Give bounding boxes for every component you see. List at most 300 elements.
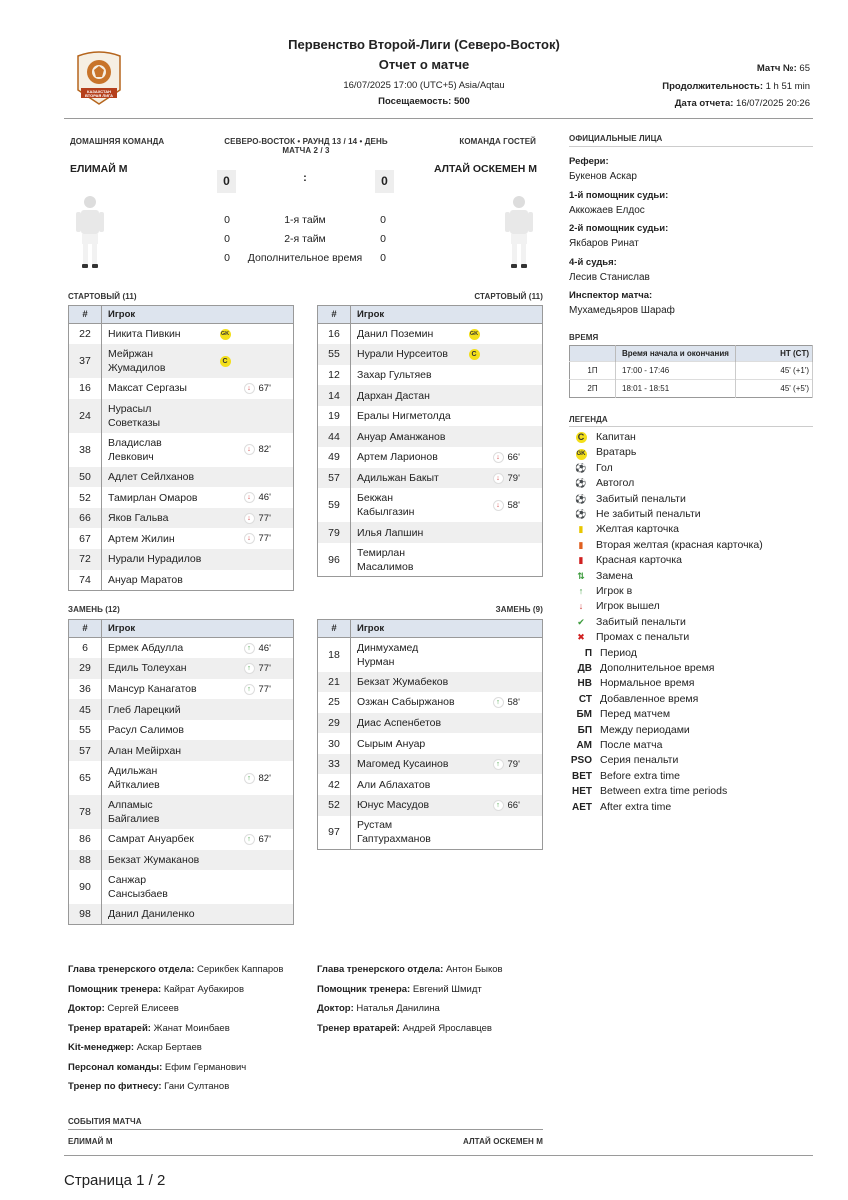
player-event-cell bbox=[244, 399, 294, 433]
col-number-header: # bbox=[318, 620, 351, 638]
legend-item bbox=[570, 784, 727, 799]
away-player-silhouette-icon bbox=[502, 192, 536, 272]
player-name bbox=[102, 549, 220, 570]
player-number: 49 bbox=[318, 447, 351, 468]
duration-label: Продолжительность: bbox=[662, 81, 763, 92]
staff-member bbox=[68, 964, 283, 975]
player-name bbox=[102, 850, 220, 871]
legend-item bbox=[570, 676, 694, 691]
attendance-value: 500 bbox=[453, 96, 470, 107]
attendance-label: Посещаемость: bbox=[378, 96, 452, 107]
player-event-cell bbox=[244, 570, 294, 591]
player-row bbox=[69, 638, 294, 659]
player-row bbox=[318, 385, 543, 406]
second-yellow-icon: ▮ bbox=[578, 539, 584, 550]
player-row bbox=[69, 399, 294, 433]
player-name-text: Расул Салимов bbox=[108, 724, 184, 737]
player-badge-cell bbox=[220, 378, 244, 399]
player-event-cell bbox=[244, 528, 294, 549]
legend-label: Между периодами bbox=[600, 723, 690, 736]
player-out-icon: ↓ bbox=[578, 601, 584, 612]
legend-item bbox=[570, 753, 678, 768]
legend-item bbox=[570, 707, 670, 722]
event-minute: 58' bbox=[507, 697, 520, 709]
legend-label: Забитый пенальти bbox=[596, 615, 686, 628]
player-badge-cell bbox=[469, 385, 493, 406]
events-home-team: ЕЛИМАЙ М bbox=[68, 1137, 113, 1146]
player-number: 14 bbox=[318, 385, 351, 406]
player-badge-cell bbox=[220, 324, 244, 345]
player-number: 88 bbox=[69, 850, 102, 871]
goal-icon: ⚽ bbox=[575, 462, 587, 473]
goalkeeper-icon: GK bbox=[220, 329, 231, 340]
legend-item bbox=[570, 538, 763, 553]
player-name bbox=[102, 638, 220, 659]
player-name bbox=[351, 774, 469, 795]
player-name bbox=[102, 870, 220, 904]
player-name-text: Тамирлан Омаров bbox=[108, 491, 198, 504]
player-name-text: Юнус Масудов bbox=[357, 799, 430, 812]
period-home-score: 0 bbox=[224, 233, 230, 245]
player-name-text: Ералы Нигметолда bbox=[357, 410, 451, 423]
away-team-name: АЛТАЙ ОСКЕМЕН М bbox=[433, 163, 537, 175]
report-date bbox=[675, 98, 810, 109]
player-name-text: Магомед Кусаинов bbox=[357, 758, 449, 771]
player-in-icon: ↑ bbox=[244, 663, 255, 674]
player-out-icon: ↓ bbox=[244, 533, 255, 544]
report-title: Отчет о матче bbox=[378, 57, 470, 72]
player-name-text: Динмухамед Нурман bbox=[357, 641, 419, 668]
official-name: Мухамедьяров Шараф bbox=[569, 305, 675, 316]
event-minute: 58' bbox=[507, 499, 520, 511]
official-name: Якбаров Ринат bbox=[569, 238, 639, 249]
event-minute: 77' bbox=[258, 663, 271, 675]
player-badge-cell bbox=[469, 754, 493, 775]
player-number: 78 bbox=[69, 795, 102, 829]
player-event-cell bbox=[244, 679, 294, 700]
player-event-cell bbox=[244, 433, 294, 467]
player-name-text: Бекжан Кабылгазин bbox=[357, 492, 415, 519]
staff-name: Наталья Данилина bbox=[356, 1003, 440, 1014]
player-event-cell bbox=[493, 522, 543, 543]
player-badge-cell bbox=[469, 447, 493, 468]
player-badge-cell bbox=[469, 406, 493, 427]
legend-label: Вратарь bbox=[596, 446, 637, 459]
player-event-cell bbox=[493, 795, 543, 816]
player-name bbox=[351, 543, 469, 577]
period-away-score: 0 bbox=[380, 252, 386, 264]
player-number: 74 bbox=[69, 570, 102, 591]
player-name bbox=[351, 488, 469, 522]
page-number: Страница 1 / 2 bbox=[64, 1172, 166, 1189]
player-name bbox=[102, 720, 220, 741]
time-header-row bbox=[570, 346, 813, 362]
player-badge-cell bbox=[220, 549, 244, 570]
player-number: 59 bbox=[318, 488, 351, 522]
officials-caption: ОФИЦИАЛЬНЫЕ ЛИЦА bbox=[569, 134, 663, 143]
col-player-header: Игрок bbox=[102, 620, 294, 638]
player-row bbox=[69, 904, 294, 925]
player-event-cell bbox=[493, 468, 543, 489]
player-number: 6 bbox=[69, 638, 102, 659]
player-number: 29 bbox=[69, 658, 102, 679]
player-row bbox=[69, 720, 294, 741]
player-badge-cell bbox=[469, 488, 493, 522]
event-minute: 77' bbox=[258, 533, 271, 545]
player-name-text: Нурали Нурадилов bbox=[108, 553, 202, 566]
time-ht: 45' (+1') bbox=[736, 362, 813, 380]
player-in-icon: ↑ bbox=[578, 586, 584, 596]
staff-member bbox=[68, 1003, 179, 1014]
captain-icon: C bbox=[469, 349, 480, 360]
time-col-period bbox=[570, 346, 616, 362]
player-row bbox=[318, 733, 543, 754]
player-event-cell bbox=[244, 344, 294, 378]
legend-abbrev: HET bbox=[572, 786, 592, 798]
player-name bbox=[102, 508, 220, 529]
legend-item bbox=[570, 584, 632, 599]
player-row bbox=[318, 713, 543, 734]
player-name-text: Сырым Ануар bbox=[357, 737, 426, 750]
staff-name: Сергей Елисеев bbox=[107, 1003, 179, 1014]
substitution-icon: ⇅ bbox=[577, 570, 585, 581]
player-name bbox=[102, 324, 220, 345]
player-number: 57 bbox=[318, 468, 351, 489]
player-badge-cell bbox=[469, 774, 493, 795]
player-event-cell bbox=[493, 733, 543, 754]
events-away-team: АЛТАЙ ОСКЕМЕН М bbox=[462, 1137, 543, 1146]
legend-label: Гол bbox=[596, 461, 613, 474]
player-event-cell bbox=[244, 549, 294, 570]
home-player-silhouette-icon bbox=[73, 192, 107, 272]
period-home-score: 0 bbox=[224, 252, 230, 264]
player-row bbox=[318, 638, 543, 672]
legend-label: Добавленное время bbox=[600, 692, 699, 705]
player-row bbox=[69, 570, 294, 591]
player-row bbox=[318, 447, 543, 468]
pso-scored-icon: ✔ bbox=[577, 616, 585, 627]
time-period: 2П bbox=[570, 380, 616, 398]
official-role: Инспектор матча: bbox=[569, 290, 653, 301]
goalkeeper-icon: GK bbox=[576, 449, 587, 460]
player-event-cell bbox=[493, 754, 543, 775]
staff-name: Андрей Ярославцев bbox=[402, 1022, 492, 1034]
event-minute: 77' bbox=[258, 512, 271, 524]
legend-item bbox=[570, 569, 633, 584]
player-name bbox=[102, 570, 220, 591]
staff-name: Жанат Моинбаев bbox=[153, 1022, 230, 1034]
time-row bbox=[570, 362, 813, 380]
away-subs-table bbox=[317, 619, 543, 850]
player-event-cell bbox=[244, 870, 294, 904]
event-minute: 46' bbox=[258, 492, 271, 504]
player-number: 22 bbox=[69, 324, 102, 345]
player-row bbox=[318, 324, 543, 345]
legend-divider bbox=[569, 426, 813, 427]
player-event-cell bbox=[493, 638, 543, 672]
own-goal-icon: ⚽ bbox=[575, 478, 587, 489]
legend-item bbox=[570, 492, 686, 507]
time-col-ht: HT (CT) bbox=[736, 346, 813, 362]
legend-abbrev: BET bbox=[572, 770, 592, 782]
period-home-score: 0 bbox=[224, 214, 230, 226]
col-number-header: # bbox=[318, 306, 351, 324]
player-in-icon: ↑ bbox=[244, 684, 255, 695]
player-number: 38 bbox=[69, 433, 102, 467]
player-name-text: Алан Мейірхан bbox=[108, 744, 182, 757]
col-number-header: # bbox=[69, 620, 102, 638]
staff-role: Персонал команды: bbox=[68, 1061, 163, 1073]
player-number: 79 bbox=[318, 522, 351, 543]
player-name bbox=[351, 365, 469, 386]
player-name-text: Артем Ларионов bbox=[357, 451, 438, 464]
legend-item bbox=[570, 738, 662, 753]
legend-label: Желтая карточка bbox=[596, 523, 680, 536]
player-name bbox=[351, 522, 469, 543]
player-name-text: Артем Жилин bbox=[108, 532, 175, 545]
league-logo-text: КАЗАХСТАН ВТОРАЯ ЛИГА bbox=[85, 89, 113, 98]
player-name bbox=[351, 426, 469, 447]
player-name bbox=[102, 679, 220, 700]
player-name-text: Самрат Ануарбек bbox=[108, 833, 194, 846]
report-date-value: 16/07/2025 20:26 bbox=[736, 98, 810, 109]
legend-label: Не забитый пенальти bbox=[596, 508, 701, 520]
player-event-cell bbox=[493, 344, 543, 365]
player-name bbox=[351, 672, 469, 693]
legend-label: Промах с пенальти bbox=[596, 631, 690, 644]
legend-abbrev: БМ bbox=[576, 709, 592, 721]
player-name-text: Дархан Дастан bbox=[357, 389, 430, 402]
player-name bbox=[351, 733, 469, 754]
player-number: 29 bbox=[318, 713, 351, 734]
player-event-cell bbox=[244, 761, 294, 795]
staff-role: Доктор: bbox=[68, 1003, 105, 1014]
player-badge-cell bbox=[220, 344, 244, 378]
player-badge-cell bbox=[469, 468, 493, 489]
player-row bbox=[318, 468, 543, 489]
player-badge-cell bbox=[469, 692, 493, 713]
player-event-cell bbox=[244, 904, 294, 925]
match-datetime: 16/07/2025 17:00 (UTC+5) Asia/Aqtau bbox=[343, 80, 505, 91]
player-name-text: Бекзат Жумабеков bbox=[357, 675, 449, 688]
staff-member bbox=[317, 1023, 492, 1034]
player-badge-cell bbox=[220, 904, 244, 925]
player-event-cell bbox=[244, 740, 294, 761]
legend-abbrev: АМ bbox=[576, 740, 592, 751]
col-number-header: # bbox=[69, 306, 102, 324]
footer-divider bbox=[64, 1155, 813, 1156]
legend-item bbox=[570, 615, 686, 630]
staff-member bbox=[317, 1003, 440, 1014]
player-name bbox=[102, 699, 220, 720]
player-row bbox=[69, 679, 294, 700]
player-badge-cell bbox=[220, 720, 244, 741]
home-starting-caption: СТАРТОВЫЙ (11) bbox=[68, 292, 137, 301]
match-number-label: Матч №: bbox=[756, 63, 797, 74]
player-name-text: Илья Лапшин bbox=[357, 526, 424, 539]
staff-member bbox=[68, 1042, 202, 1053]
player-name-text: Никита Пивкин bbox=[108, 328, 181, 341]
player-event-cell bbox=[244, 829, 294, 850]
match-duration bbox=[662, 81, 810, 92]
player-badge-cell bbox=[220, 528, 244, 549]
player-event-cell bbox=[493, 447, 543, 468]
player-event-cell bbox=[493, 488, 543, 522]
player-name-text: Ануар Маратов bbox=[108, 573, 183, 586]
player-event-cell bbox=[493, 324, 543, 345]
captain-icon: C bbox=[576, 432, 587, 443]
legend-label: Дополнительное время bbox=[600, 662, 715, 674]
player-name bbox=[102, 487, 220, 508]
player-number: 45 bbox=[69, 699, 102, 720]
player-badge-cell bbox=[220, 638, 244, 659]
player-name-text: Яков Гальва bbox=[108, 512, 169, 525]
time-caption: ВРЕМЯ bbox=[569, 333, 599, 342]
away-score: 0 bbox=[375, 170, 394, 193]
player-row bbox=[69, 699, 294, 720]
player-number: 30 bbox=[318, 733, 351, 754]
player-number: 97 bbox=[318, 816, 351, 850]
away-starting-table bbox=[317, 305, 543, 577]
legend-label: Серия пенальти bbox=[600, 754, 679, 767]
player-name-text: Али Аблахатов bbox=[357, 778, 431, 791]
home-score: 0 bbox=[217, 170, 236, 193]
event-minute: 46' bbox=[258, 642, 271, 654]
legend-item bbox=[570, 445, 636, 460]
player-name-text: Адлет Сейлханов bbox=[108, 470, 195, 483]
player-name-text: Данил Поземин bbox=[357, 328, 434, 341]
legend-item bbox=[570, 461, 613, 476]
event-minute: 82' bbox=[258, 444, 271, 456]
player-number: 55 bbox=[69, 720, 102, 741]
player-badge-cell bbox=[220, 679, 244, 700]
pso-missed-icon: ✖ bbox=[577, 632, 585, 643]
player-number: 86 bbox=[69, 829, 102, 850]
player-name-text: Глеб Ларецкий bbox=[108, 703, 181, 716]
staff-role: Глава тренерского отдела: bbox=[317, 964, 444, 975]
player-row bbox=[69, 528, 294, 549]
legend-item bbox=[570, 800, 671, 815]
event-minute: 79' bbox=[507, 472, 520, 484]
legend-item bbox=[570, 646, 637, 661]
player-number: 16 bbox=[318, 324, 351, 345]
player-name bbox=[102, 528, 220, 549]
player-badge-cell bbox=[220, 508, 244, 529]
player-badge-cell bbox=[220, 761, 244, 795]
event-minute: 67' bbox=[258, 383, 271, 395]
col-player-header: Игрок bbox=[351, 306, 543, 324]
official-role: 2-й помощник судьи: bbox=[569, 223, 669, 234]
legend-abbrev: П bbox=[584, 647, 592, 659]
player-number: 67 bbox=[69, 528, 102, 549]
staff-name: Кайрат Аубакиров bbox=[163, 983, 245, 995]
player-in-icon: ↑ bbox=[493, 800, 504, 811]
legend-item bbox=[570, 723, 690, 738]
staff-member bbox=[317, 964, 503, 975]
time-range: 18:01 - 18:51 bbox=[616, 380, 736, 398]
legend-label: Игрок вышел bbox=[596, 600, 660, 613]
player-number: 52 bbox=[69, 487, 102, 508]
player-row bbox=[69, 324, 294, 345]
player-number: 50 bbox=[69, 467, 102, 488]
player-event-cell bbox=[244, 720, 294, 741]
player-name bbox=[351, 754, 469, 775]
player-out-icon: ↓ bbox=[244, 492, 255, 503]
period-away-score: 0 bbox=[380, 233, 386, 245]
legend-item bbox=[570, 476, 634, 491]
player-name bbox=[351, 447, 469, 468]
player-event-cell bbox=[493, 426, 543, 447]
player-name-text: Диас Аспенбетов bbox=[357, 716, 442, 729]
player-in-icon: ↑ bbox=[244, 643, 255, 654]
away-subs-caption: ЗАМЕНЬ (9) bbox=[495, 605, 543, 614]
player-row bbox=[69, 344, 294, 378]
legend-label: Вторая желтая (красная карточка) bbox=[596, 538, 763, 551]
staff-name: Ефим Германович bbox=[164, 1061, 247, 1073]
player-in-icon: ↑ bbox=[493, 697, 504, 708]
player-row bbox=[318, 774, 543, 795]
legend-label: Период bbox=[600, 646, 637, 659]
player-row bbox=[69, 795, 294, 829]
legend-label: Between extra time periods bbox=[600, 785, 728, 798]
time-col-range: Время начала и окончания bbox=[616, 346, 736, 362]
player-badge-cell bbox=[469, 426, 493, 447]
player-row bbox=[318, 816, 543, 850]
player-row bbox=[69, 658, 294, 679]
time-range: 17:00 - 17:46 bbox=[616, 362, 736, 380]
captain-icon: C bbox=[220, 356, 231, 367]
legend-label: Нормальное время bbox=[600, 677, 695, 690]
legend-label: Перед матчем bbox=[600, 708, 671, 721]
legend-label: Before extra time bbox=[600, 769, 680, 782]
player-out-icon: ↓ bbox=[493, 473, 504, 484]
player-badge-cell bbox=[220, 433, 244, 467]
event-minute: 77' bbox=[258, 683, 271, 695]
player-name bbox=[102, 658, 220, 679]
staff-role: Тренер вратарей: bbox=[317, 1022, 400, 1034]
penalty-missed-icon: ⚽ bbox=[575, 509, 587, 519]
player-row bbox=[69, 761, 294, 795]
staff-member bbox=[317, 984, 482, 995]
legend-label: Красная карточка bbox=[596, 554, 682, 567]
player-row bbox=[69, 740, 294, 761]
player-row bbox=[318, 692, 543, 713]
staff-role: Тренер по фитнесу: bbox=[68, 1081, 162, 1092]
player-name bbox=[351, 713, 469, 734]
player-badge-cell bbox=[469, 733, 493, 754]
legend-label: After extra time bbox=[600, 800, 672, 813]
player-event-cell bbox=[493, 672, 543, 693]
player-out-icon: ↓ bbox=[493, 452, 504, 463]
legend-item bbox=[570, 507, 701, 522]
goalkeeper-icon: GK bbox=[469, 329, 480, 340]
away-starting-caption: СТАРТОВЫЙ (11) bbox=[474, 292, 543, 301]
player-name-text: Озжан Сабыржанов bbox=[357, 696, 455, 709]
player-in-icon: ↑ bbox=[244, 834, 255, 845]
time-ht: 45' (+5') bbox=[736, 380, 813, 398]
legend-abbrev: СТ bbox=[578, 693, 592, 705]
legend-abbrev: AET bbox=[572, 801, 592, 813]
player-name bbox=[351, 406, 469, 427]
official-role: 1-й помощник судьи: bbox=[569, 189, 669, 201]
player-name-text: Ермек Абдулла bbox=[108, 642, 184, 655]
time-row bbox=[570, 380, 813, 398]
player-name bbox=[102, 399, 220, 433]
player-event-cell bbox=[493, 774, 543, 795]
legend-label: Забитый пенальти bbox=[596, 492, 686, 505]
player-badge-cell bbox=[220, 570, 244, 591]
staff-name: Евгений Шмидт bbox=[412, 983, 482, 995]
